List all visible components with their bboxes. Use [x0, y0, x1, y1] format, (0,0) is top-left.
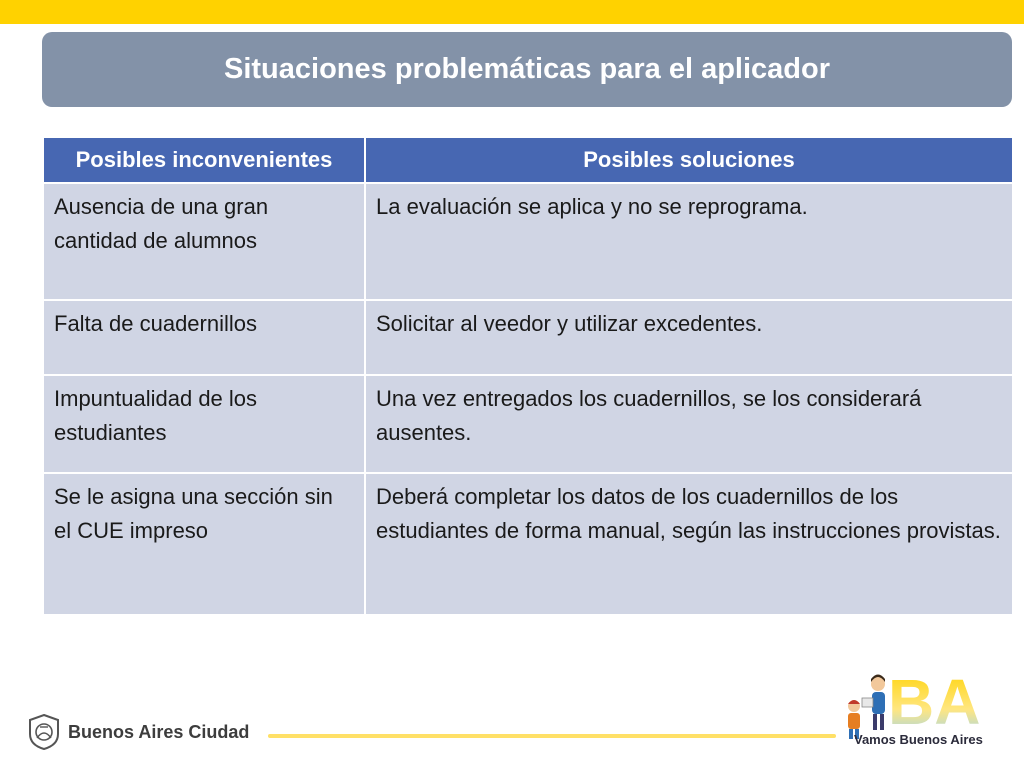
table-row	[43, 183, 1013, 300]
table-row	[43, 300, 1013, 375]
cell-inconveniente: Ausencia de una gran cantidad de alumnos	[43, 183, 365, 300]
table-header-row	[43, 137, 1013, 183]
cell-inconveniente: Falta de cuadernillos	[43, 300, 365, 375]
top-accent-bar	[0, 0, 1024, 24]
footer-divider	[268, 734, 836, 738]
cell-inconveniente: Se le asigna una sección sin el CUE impreso	[43, 473, 365, 615]
table-row	[43, 375, 1013, 473]
title-banner	[42, 32, 1012, 107]
logo-tagline: Vamos Buenos Aires	[854, 732, 983, 747]
cell-solucion: Solicitar al veedor y utilizar excedentes.	[365, 300, 1013, 375]
cell-solucion: La evaluación se aplica y no se reprograma.	[365, 183, 1013, 300]
header-soluciones: Posibles soluciones	[365, 137, 1013, 183]
page-title: Situaciones problemáticas para el aplicador	[224, 53, 830, 85]
vamos-buenos-aires-logo	[840, 662, 1010, 762]
table-row	[43, 473, 1013, 615]
cell-solucion: Una vez entregados los cuadernillos, se los considerará ausentes.	[365, 375, 1013, 473]
logo-text: Buenos Aires Ciudad	[68, 721, 250, 742]
problems-table	[42, 136, 1014, 616]
cell-solucion: Deberá completar los datos de los cuadernillos de los estudiantes de forma manual, según las instrucciones provistas.	[365, 473, 1013, 615]
ba-logo-text: BA	[888, 666, 981, 738]
buenos-aires-ciudad-logo	[28, 714, 249, 750]
ba-logo-mark	[884, 666, 1004, 738]
header-inconvenientes: Posibles inconvenientes	[43, 137, 365, 183]
city-seal-icon	[28, 714, 60, 750]
cell-inconveniente: Impuntualidad de los estudiantes	[43, 375, 365, 473]
